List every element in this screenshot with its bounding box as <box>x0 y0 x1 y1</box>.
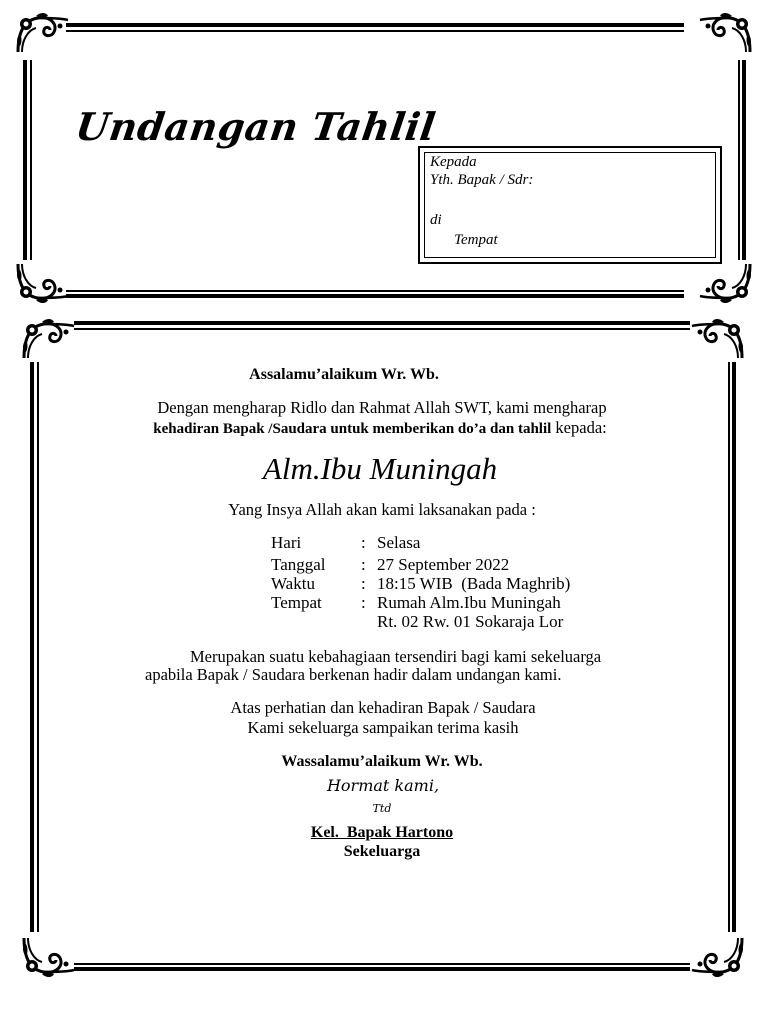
ttd: Ttd <box>372 802 392 815</box>
envelope-title: Undangan Tahlil <box>72 104 439 149</box>
ornament-top-left-icon <box>14 12 70 58</box>
schedule-intro: Yang Insya Allah akan kami laksanakan pada : <box>228 500 536 519</box>
ornament-letter-top-left-icon <box>20 318 76 364</box>
ornament-envelope-bottom-right-icon <box>698 258 754 304</box>
detail-value-tanggal: 27 September 2022 <box>377 555 510 574</box>
detail-value-hari: Selasa <box>377 533 421 552</box>
address-di: di <box>430 212 442 228</box>
closing-para-2-line-1: Atas perhatian dan kehadiran Bapak / Saudara <box>230 698 536 717</box>
ornament-bottom-right-icon <box>690 932 746 978</box>
detail-colon: : <box>361 574 366 593</box>
signer-sub: Sekeluarga <box>343 843 421 860</box>
ornament-top-right-icon <box>698 12 754 58</box>
address-kepada: Kepada <box>430 154 477 170</box>
ornament-envelope-bottom-left-icon <box>14 258 70 304</box>
address-tempat: Tempat <box>454 232 498 248</box>
hormat-kami: Hormat kami, <box>326 776 440 795</box>
detail-colon: : <box>361 533 366 552</box>
detail-colon: : <box>361 555 366 574</box>
farewell: Wassalamu’alaikum Wr. Wb. <box>281 753 483 770</box>
closing-para-1-line-1: Merupakan suatu kebahagiaan tersendiri bagi kami sekeluarga <box>190 647 602 666</box>
detail-address-line-2: Rt. 02 Rw. 01 Sokaraja Lor <box>377 612 564 631</box>
detail-value-tempat: Rumah Alm.Ibu Muningah <box>377 593 561 612</box>
detail-label-waktu: Waktu <box>271 574 315 593</box>
ornament-letter-top-right-icon <box>690 318 746 364</box>
intro-line-2-end: kepada: <box>551 418 607 437</box>
closing-para-1-line-2: apabila Bapak / Saudara berkenan hadir dalam undangan kami. <box>145 665 562 684</box>
detail-colon: : <box>361 593 366 612</box>
closing-para-2-line-2: Kami sekeluarga sampaikan terima kasih <box>247 718 519 737</box>
ornament-bottom-left-icon <box>20 932 76 978</box>
intro-line-1: Dengan mengharap Ridlo dan Rahmat Allah SWT, kami mengharap <box>157 398 607 417</box>
detail-label-hari: Hari <box>271 533 302 552</box>
intro-line-2-bold: kehadiran Bapak /Saudara untuk memberikan do’a dan tahlil <box>153 421 552 437</box>
signer-name: Kel. Bapak Hartono <box>310 824 454 841</box>
greeting: Assalamu’alaikum Wr. Wb. <box>249 366 439 383</box>
intro-line-2 <box>0 418 764 438</box>
address-yth: Yth. Bapak / Sdr: <box>430 172 534 188</box>
address-box <box>418 146 722 264</box>
detail-label-tempat: Tempat <box>271 593 322 612</box>
detail-label-tanggal: Tanggal <box>271 555 326 574</box>
deceased-name: Alm.Ibu Muningah <box>262 451 498 486</box>
detail-value-waktu: 18:15 WIB (Bada Maghrib) <box>377 574 571 593</box>
